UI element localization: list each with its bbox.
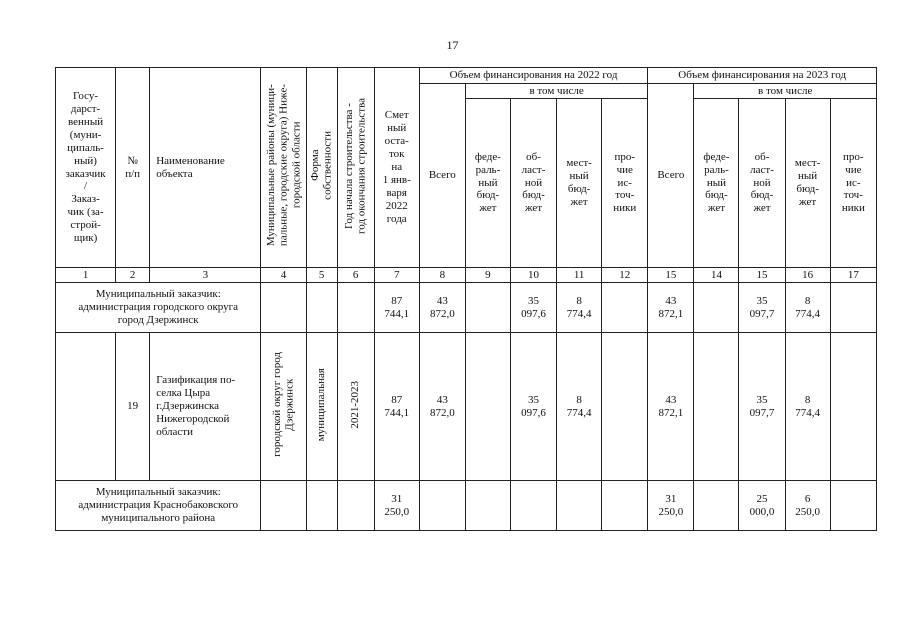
header-federal-2022: феде- раль- ный бюд- жет [465,99,510,268]
column-number: 11 [557,268,602,283]
column-number: 15 [739,268,785,283]
column-number: 8 [419,268,465,283]
column-number: 12 [602,268,648,283]
empty-cell [306,481,337,531]
column-number: 3 [150,268,261,283]
column-number: 4 [261,268,306,283]
empty-cell [56,333,116,481]
object-ownership-text: муниципальная [315,367,328,442]
estimate-balance: 87 744,1 [374,283,419,333]
header-years [337,68,374,268]
local-2022: 8 774,4 [557,333,602,481]
column-number: 10 [510,268,556,283]
object-district-text: городской округ город Дзержинск [270,352,296,457]
header-years-text: Год начала строительства - год окончания строительства [343,97,368,234]
column-number: 16 [785,268,830,283]
header-including-2023: в том числе [694,84,877,99]
total-2023: 43 872,1 [648,333,694,481]
header-including-2022: в том числе [465,84,647,99]
header-federal-2023: феде- раль- ный бюд- жет [694,99,739,268]
regional-2023: 35 097,7 [739,283,785,333]
total-2022: 43 872,0 [419,333,465,481]
column-number: 1 [56,268,116,283]
header-financing-2022: Объем финансирования на 2022 год [419,68,648,84]
object-ownership [306,333,337,481]
empty-cell [306,283,337,333]
customer-row-dzerzhinsk [56,283,877,333]
regional-2022: 35 097,6 [510,333,556,481]
header-other-2023: про- чие ис- точ- ники [830,99,876,268]
regional-2023: 25 000,0 [739,481,785,531]
column-number: 5 [306,268,337,283]
header-total-2022: Всего [419,84,465,268]
header-estimate: Смет ный оста- ток на 1 янв- варя 2022 года [374,68,419,268]
header-local-2022: мест- ный бюд- жет [557,99,602,268]
header-local-2023: мест- ный бюд- жет [785,99,830,268]
header-regional-2022: об- ласт- ной бюд- жет [510,99,556,268]
empty-cell [337,283,374,333]
other-2022 [602,283,648,333]
local-2023: 8 774,4 [785,333,830,481]
customer-row-krasnobakovsky [56,481,877,531]
empty-cell [337,481,374,531]
federal-2023 [694,481,739,531]
customer-label: Муниципальный заказчик: администрация городского округа город Дзержинск [56,283,261,333]
customer-label: Муниципальный заказчик: администрация Краснобаковского муниципального района [56,481,261,531]
other-2023 [830,283,876,333]
regional-2022 [510,481,556,531]
investment-table [55,67,877,531]
column-number: 15 [648,268,694,283]
column-number: 14 [694,268,739,283]
object-years-text: 2021-2023 [349,380,362,429]
header-number: № п/п [116,68,150,268]
object-row-tsyra [56,333,877,481]
header-districts [261,68,306,268]
column-number: 9 [465,268,510,283]
empty-cell [261,481,306,531]
header-regional-2023: об- ласт- ной бюд- жет [739,99,785,268]
header-object-name: Наименование объекта [150,68,261,268]
total-2022: 43 872,0 [419,283,465,333]
empty-cell [261,283,306,333]
header-districts-text: Муниципальные районы (муници- пальные, городские округа) Ниже- городской области [264,84,302,247]
object-years [337,333,374,481]
column-number: 7 [374,268,419,283]
column-number: 6 [337,268,374,283]
other-2022 [602,481,648,531]
column-number: 17 [830,268,876,283]
column-number: 2 [116,268,150,283]
estimate-balance: 87 744,1 [374,333,419,481]
other-2022 [602,333,648,481]
header-ownership [306,68,337,268]
object-name: Газификация по- селка Цыра г.Дзержинска Нижегородской области [150,333,261,481]
total-2022 [419,481,465,531]
local-2022 [557,481,602,531]
object-district [261,333,306,481]
estimate-balance: 31 250,0 [374,481,419,531]
total-2023: 43 872,1 [648,283,694,333]
header-other-2022: про- чие ис- точ- ники [602,99,648,268]
federal-2022 [465,481,510,531]
header-total-2023: Всего [648,84,694,268]
regional-2022: 35 097,6 [510,283,556,333]
other-2023 [830,481,876,531]
total-2023: 31 250,0 [648,481,694,531]
header-customer: Госу- дарст- венный (муни- ципаль- ный) заказчик / Заказ- чик (за- строй- щик) [56,68,116,268]
object-number: 19 [116,333,150,481]
federal-2023 [694,333,739,481]
federal-2022 [465,333,510,481]
local-2022: 8 774,4 [557,283,602,333]
federal-2023 [694,283,739,333]
header-financing-2023: Объем финансирования на 2023 год [648,68,877,84]
local-2023: 8 774,4 [785,283,830,333]
page-number: 17 [446,38,459,52]
header-ownership-text: Форма собственности [308,131,334,200]
other-2023 [830,333,876,481]
regional-2023: 35 097,7 [739,333,785,481]
column-number-row [56,268,877,283]
local-2023: 6 250,0 [785,481,830,531]
federal-2022 [465,283,510,333]
